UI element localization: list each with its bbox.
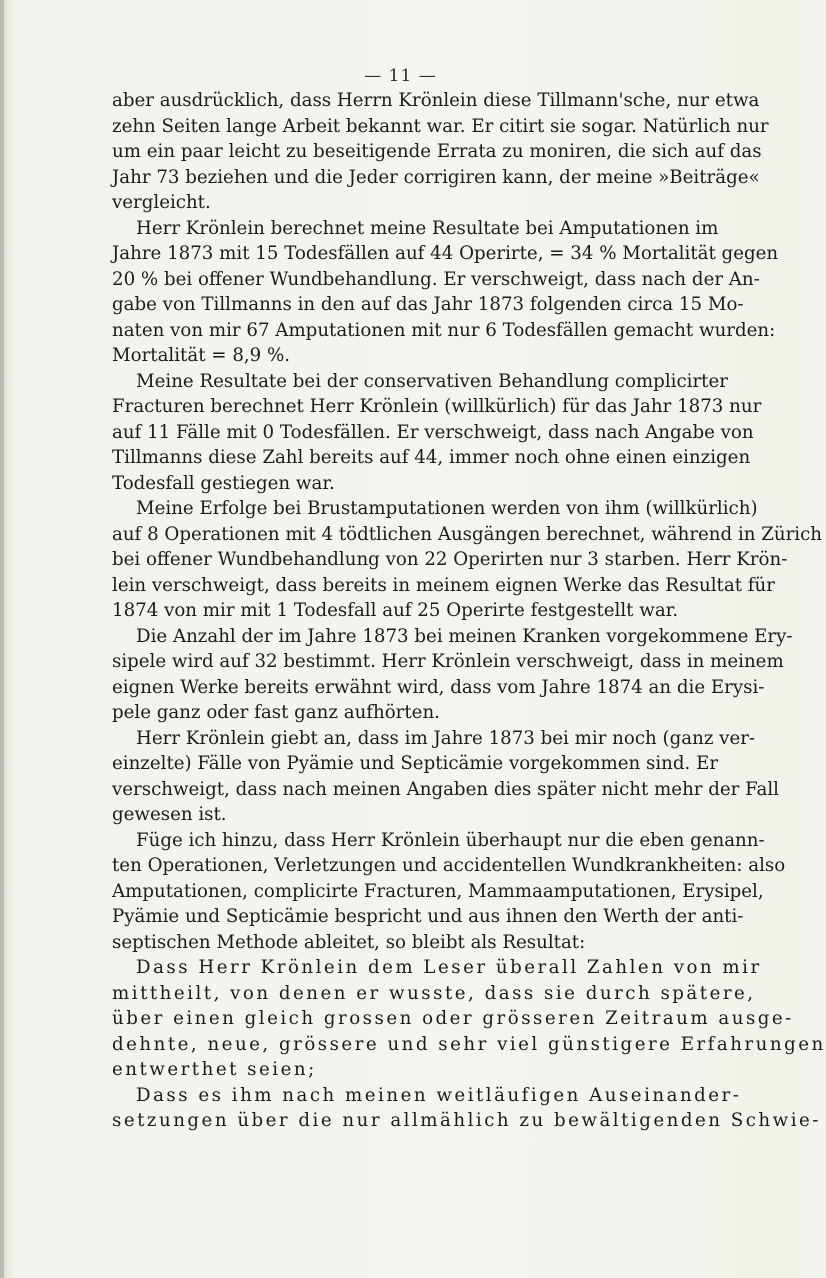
text-line: um ein paar leicht zu beseitigende Errata zu moniren, die sich auf das xyxy=(112,141,762,162)
text-line: dehnte, neue, grössere und sehr viel günstigere Erfahrungen xyxy=(112,1033,826,1055)
text-line: Füge ich hinzu, dass Herr Krönlein überhaupt nur die eben genann- xyxy=(136,829,765,851)
text-line: entwerthet seien; xyxy=(112,1059,317,1080)
book-spine-edge xyxy=(0,0,4,1278)
text-line: Dass es ihm nach meinen weitläufigen Auseinander- xyxy=(136,1084,742,1106)
page-number: — 11 — xyxy=(364,66,437,86)
text-line: zehn Seiten lange Arbeit bekannt war. Er citirt sie sogar. Natürlich nur xyxy=(112,115,769,137)
text-line: Meine Erfolge bei Brustamputationen werden von ihm (willkürlich) xyxy=(136,498,758,519)
text-line: verschweigt, dass nach meinen Angaben dies später nicht mehr der Fall xyxy=(112,778,779,800)
text-line: 20 % bei offener Wundbehandlung. Er verschweigt, dass nach der An- xyxy=(112,268,760,290)
text-line: auf 8 Operationen mit 4 tödtlichen Ausgängen berechnet, während in Zürich xyxy=(112,523,823,545)
text-line: gabe von Tillmanns in den auf das Jahr 1873 folgenden circa 15 Mo- xyxy=(112,294,744,315)
text-line: naten von mir 67 Amputationen mit nur 6 Todesfällen gemacht wurden: xyxy=(112,319,776,341)
text-line: vergleicht. xyxy=(112,192,211,213)
text-line: bei offener Wundbehandlung von 22 Operirten nur 3 starben. Herr Krön- xyxy=(112,549,788,570)
text-line: Pyämie und Septicämie bespricht und aus ihnen den Werth der anti- xyxy=(112,906,744,927)
text-line: Amputationen, complicirte Fracturen, Mammaamputationen, Erysipel, xyxy=(112,880,764,902)
text-line: Herr Krönlein berechnet meine Resultate bei Amputationen im xyxy=(136,217,719,239)
text-line: Tillmanns diese Zahl bereits auf 44, immer noch ohne einen einzigen xyxy=(112,447,751,468)
text-line: Dass Herr Krönlein dem Leser überall Zahlen von mir xyxy=(136,957,762,978)
body-text xyxy=(112,88,826,1134)
text-line: Todesfall gestiegen war. xyxy=(112,472,335,494)
text-line: über einen gleich grossen oder grösseren Zeitraum ausge- xyxy=(112,1008,794,1029)
text-line: Die Anzahl der im Jahre 1873 bei meinen Kranken vorgekommene Ery- xyxy=(136,625,793,647)
text-line: pele ganz oder fast ganz aufhörten. xyxy=(112,702,440,723)
text-line: 1874 von mir mit 1 Todesfall auf 25 Operirte festgestellt war. xyxy=(112,600,679,621)
text-line: Jahr 73 beziehen und die Jeder corrigiren kann, der meine »Beiträge« xyxy=(112,166,760,188)
text-line: gewesen ist. xyxy=(112,804,227,825)
text-line: Mortalität = 8,9 %. xyxy=(112,345,291,366)
text-line: Jahre 1873 mit 15 Todesfällen auf 44 Operirte, = 34 % Mortalität gegen xyxy=(112,243,779,264)
text-line: mittheilt, von denen er wusste, dass sie durch spätere, xyxy=(112,982,756,1004)
text-line: Meine Resultate bei der conservativen Behandlung complicirter xyxy=(136,370,728,392)
text-line: Fracturen berechnet Herr Krönlein (willkürlich) für das Jahr 1873 nur xyxy=(112,396,762,417)
text-line: ten Operationen, Verletzungen und accidentellen Wundkrankheiten: also xyxy=(112,855,786,876)
text-line: septischen Methode ableitet, so bleibt als Resultat: xyxy=(112,931,586,953)
text-line: einzelte) Fälle von Pyämie und Septicämie vorgekommen sind. Er xyxy=(112,753,719,774)
text-line: setzungen über die nur allmählich zu bewältigenden Schwie- xyxy=(112,1110,821,1131)
text-line: sipele wird auf 32 bestimmt. Herr Krönlein verschweigt, dass in meinem xyxy=(112,651,784,672)
text-line: eignen Werke bereits erwähnt wird, dass vom Jahre 1874 an die Erysi- xyxy=(112,676,765,698)
text-line: lein verschweigt, dass bereits in meinem eignen Werke das Resultat für xyxy=(112,574,775,596)
text-line: auf 11 Fälle mit 0 Todesfällen. Er verschweigt, dass nach Angabe von xyxy=(112,421,754,443)
text-line: aber ausdrücklich, dass Herrn Krönlein diese Tillmann'sche, nur etwa xyxy=(112,90,760,111)
text-line: Herr Krönlein giebt an, dass im Jahre 1873 bei mir noch (ganz ver- xyxy=(136,727,756,749)
